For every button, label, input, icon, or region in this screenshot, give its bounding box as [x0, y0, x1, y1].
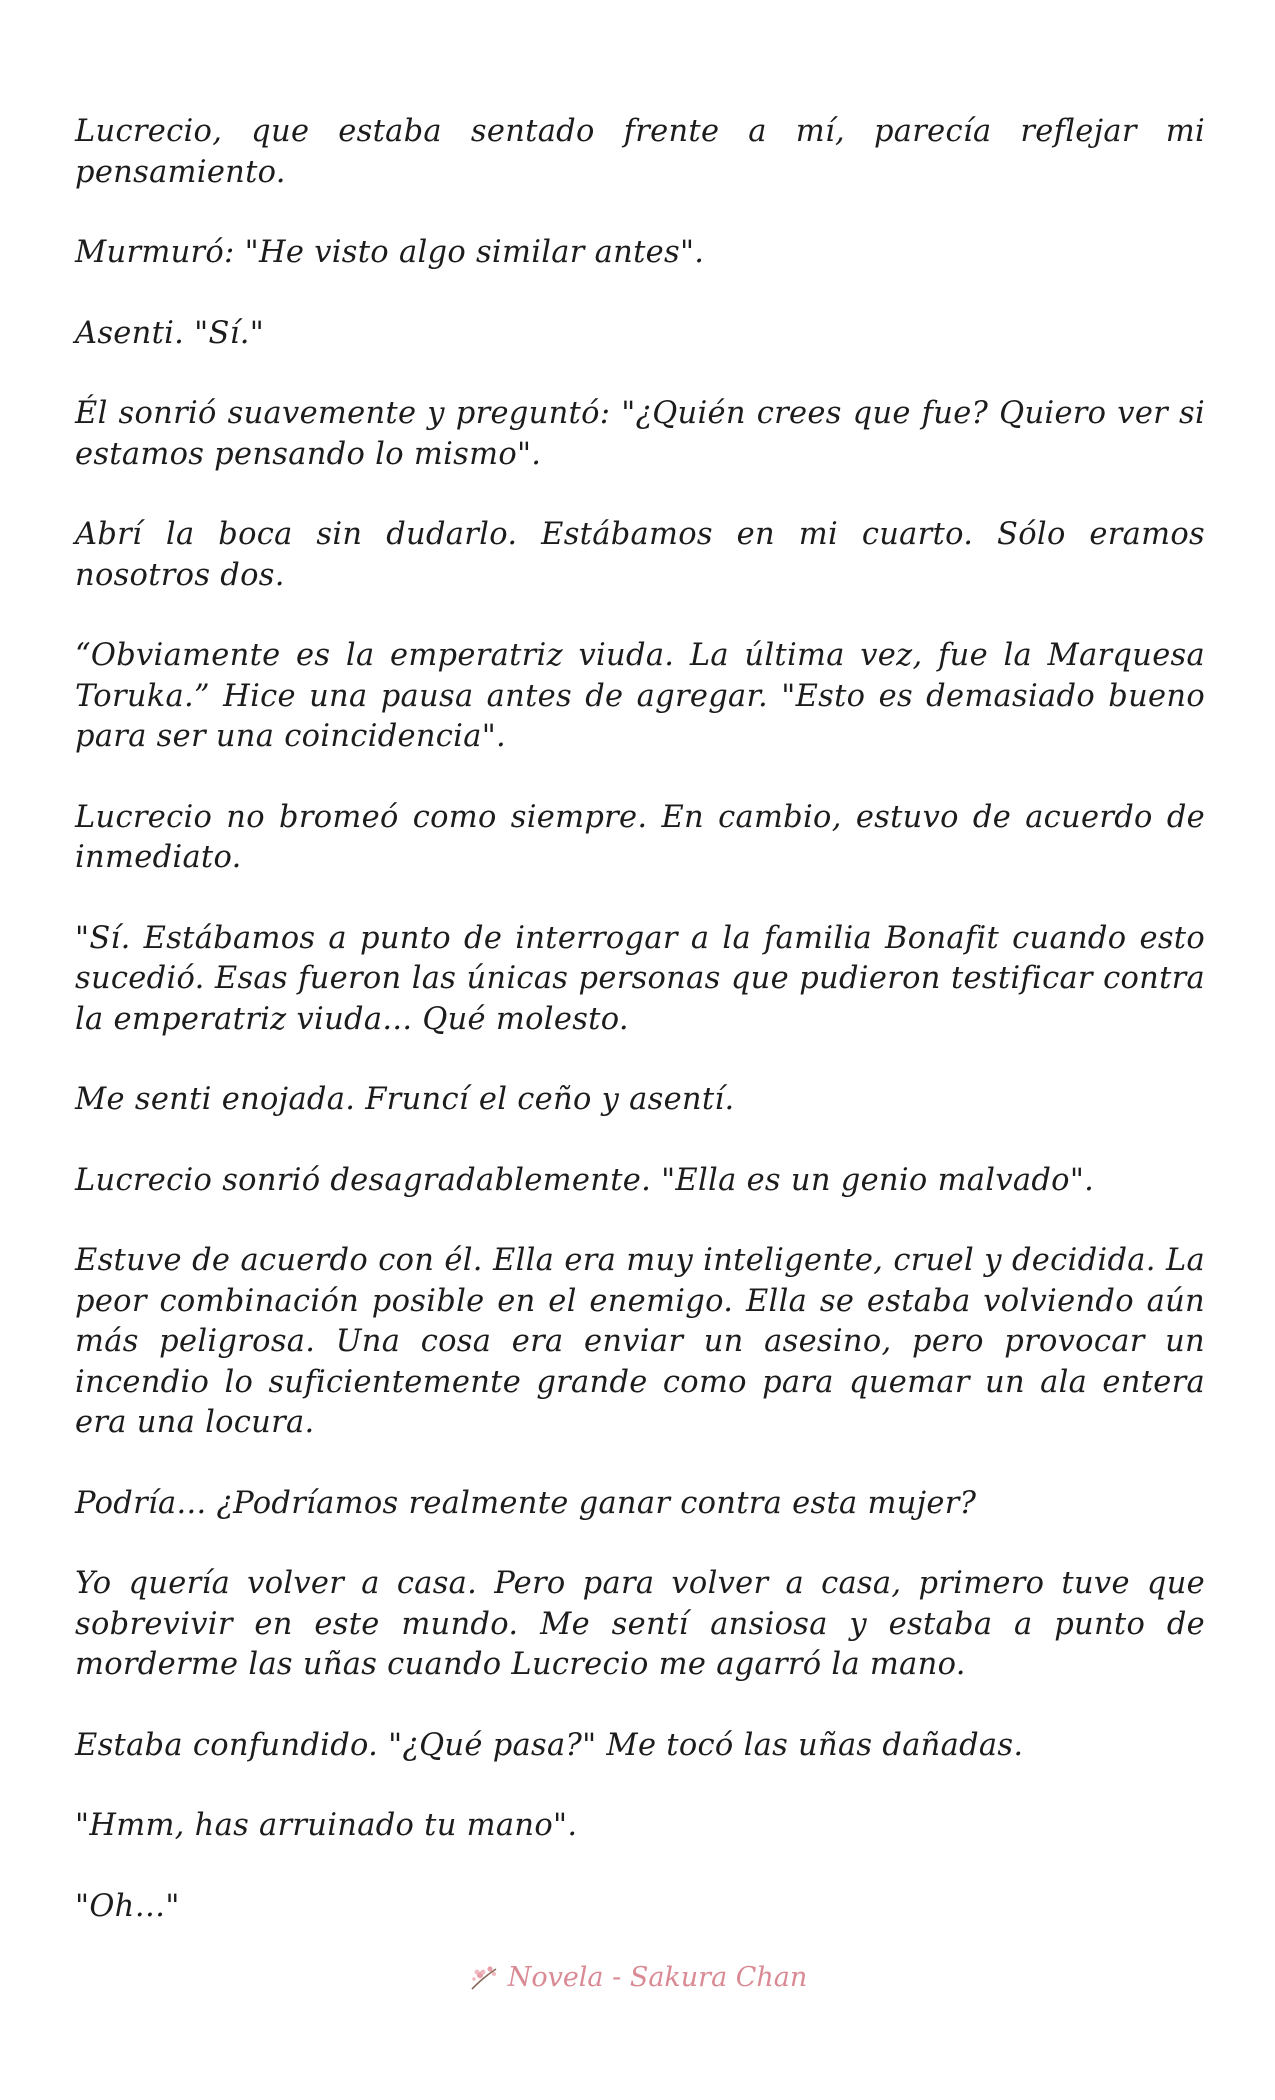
- paragraph: "Oh…": [75, 1888, 180, 1924]
- sakura-flower-icon: [468, 1963, 502, 1993]
- paragraph: “Obviamente es la emperatriz viuda. La última vez, fue la Marquesa Toruka.” Hice una pausa antes de agregar. "Esto es demasiado bueno para ser una coincidencia".: [75, 638, 1205, 754]
- paragraph: "Hmm, has arruinado tu mano".: [75, 1808, 578, 1843]
- paragraph: Yo quería volver a casa. Pero para volver a casa, primero tuve que sobrevivir en este mundo. Me sentí ansiosa y estaba a punto de morderme las uñas cuando Lucrecio me agarró la mano.: [75, 1566, 1205, 1682]
- paragraph: Lucrecio, que estaba sentado frente a mí, parecía reflejar mi pensamiento.: [75, 114, 1205, 190]
- paragraph: Podría... ¿Podríamos realmente ganar contra esta mujer?: [75, 1485, 977, 1521]
- paragraph: Murmuró: "He visto algo similar antes".: [75, 235, 705, 270]
- watermark-text: Novela - Sakura Chan: [507, 1962, 808, 1993]
- paragraph: "Sí. Estábamos a punto de interrogar a la familia Bonafit cuando esto sucedió. Esas fueron las únicas personas que pudieron testificar contra la emperatriz viuda... Qué molesto.: [75, 920, 1205, 1037]
- footer-watermark: [0, 1962, 1275, 1998]
- paragraph: Lucrecio no bromeó como siempre. En cambio, estuvo de acuerdo de inmediato.: [75, 799, 1205, 875]
- paragraph: Estaba confundido. "¿Qué pasa?" Me tocó las uñas dañadas.: [75, 1727, 1024, 1763]
- paragraph: Lucrecio sonrió desagradablemente. "Ella es un genio malvado".: [75, 1162, 1095, 1198]
- paragraph: Abrí la boca sin dudarlo. Estábamos en mi cuarto. Sólo eramos nosotros dos.: [75, 517, 1205, 593]
- paragraph: Él sonrió suavemente y preguntó: "¿Quién crees que fue? Quiero ver si estamos pensando lo mismo".: [75, 396, 1205, 472]
- paragraph: Estuve de acuerdo con él. Ella era muy inteligente, cruel y decidida. La peor combinación posible en el enemigo. Ella se estaba volviendo aún más peligrosa. Una cosa era enviar un asesino, pero provocar un incendio lo suficientemente grande como para quemar un ala entera era una locura.: [75, 1243, 1205, 1440]
- paragraph: Me senti enojada. Fruncí el ceño y asentí.: [75, 1082, 735, 1117]
- paragraph: Asenti. "Sí.": [75, 315, 265, 351]
- chapter-text: [75, 112, 1205, 1967]
